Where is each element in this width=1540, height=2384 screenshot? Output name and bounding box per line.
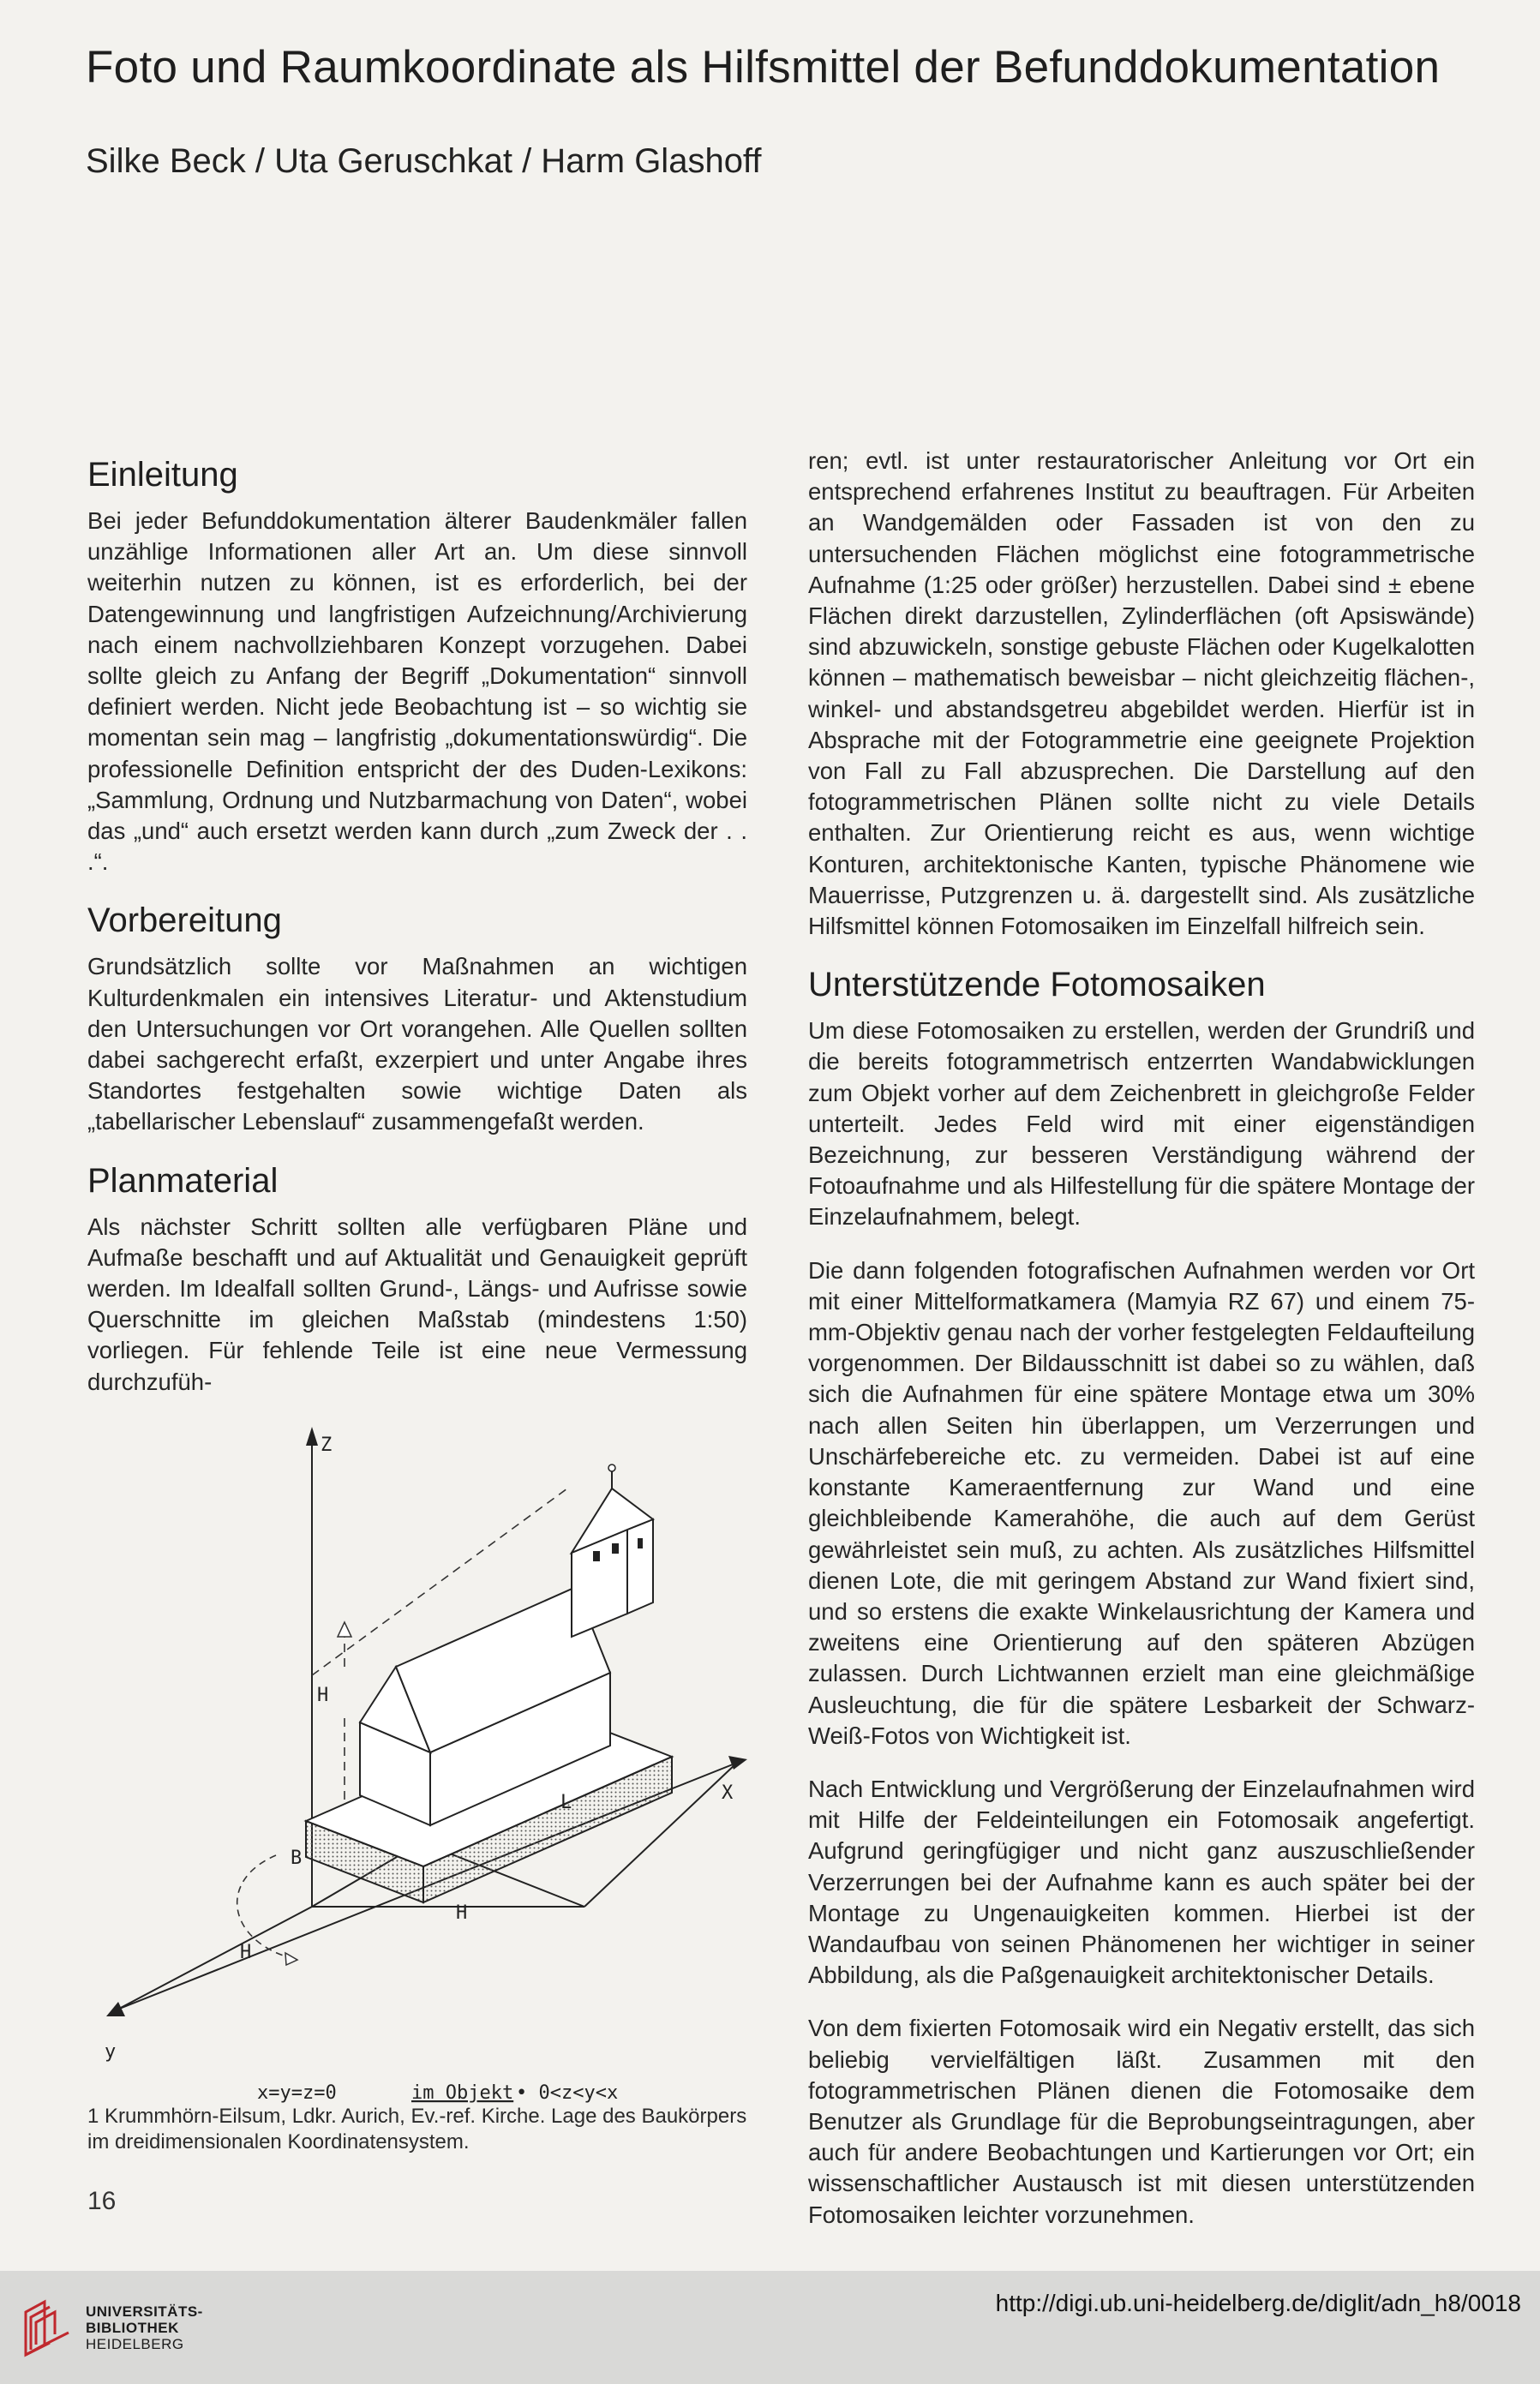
section-heading-vorbereitung: Vorbereitung xyxy=(87,901,282,940)
y-arrow-icon xyxy=(106,2002,125,2016)
church-tower-side xyxy=(627,1519,653,1614)
paragraph-fotomosaiken-4: Von dem fixierten Fotomosaik wird ein Negativ erstellt, das sich beliebig vervielfältigen läßt. Zusammen mit den fotogrammetrischen Plänen dienen die Fotomosaike dem Benutzer als Grundlage für die Beprobungseintragungen, aber auch für andere Beobachtungen und Kartierungen vor Ort; ein wissenschaftlicher Austausch ist mit diesen unterstützenden Fotomosaiken leichter vorzunehmen. xyxy=(808,2015,1475,2228)
paragraph-fotomosaiken-2: Die dann folgenden fotografischen Aufnahmen werden vor Ort mit einer Mittelformatkamera (Mamyia RZ 67) und einem 75-mm-Objektiv genau nach der vorher festgelegten Feldaufteilung vorgenommen. Der Bildausschnitt ist dabei so zu wählen, daß sich die Aufnahmen für eine spätere Montage etwa um 30% nach allen Seiten hin überlappen, um Verzerrungen und Unschärfebereiche etc. zu vermeiden. Dabei ist auf eine konstante Kameraentfernung zur Wand und eine gleichbleibende Kamerahöhe, die auch auf dem Gerüst gewährleistet sein muß, zu achten. Als zusätzliches Hilfsmittel dienen Lote, die mit geringem Abstand zur Wand fixiert sind, und so erstens die exakte Winkelausrichtung der Kamera und zweitens eine Orientierung auf den späteren Abzügen zulassen. Durch Lichtwannen erzielt man eine gleichmäßige Ausleuchtung, die für die spätere Lesbarkeit der Schwarz-Weiß-Fotos von Wichtigkeit ist. xyxy=(808,1256,1475,1749)
digitization-footer xyxy=(0,2271,1540,2384)
article-title: Foto und Raumkoordinate als Hilfsmittel der Befunddokumentation xyxy=(86,42,1441,93)
source-url-link[interactable]: http://digi.ub.uni-heidelberg.de/diglit/adn_h8/0018 xyxy=(995,2290,1521,2316)
origin-label: x=y=z=0 xyxy=(257,2082,337,2104)
section-heading-fotomosaiken: Unterstützende Fotomosaiken xyxy=(808,966,1266,1004)
h-left-label: H xyxy=(240,1942,252,1963)
paragraph-continuation: ren; evtl. ist unter restauratorischer Anleitung vor Ort ein entsprechend erfahrenes Institut zu beauftragen. Für Arbeiten an Wandgemälden oder Fassaden ist von den zu untersuchenden Flächen möglichst eine fotogrammetrische Aufnahme (1:25 oder größer) herzustellen. Dabei sind ± ebene Flächen direkt darzustellen, Zylinderflächen (oft Apsiswände) sind abzuwickeln, sonstige gebuste Flächen oder Kugelkalotten können – mathematisch beweisbar – nicht gleichzeitig flächen-, winkel- und abstandsgetreu abgebildet werden. Hierfür ist in Absprache mit der Fotogrammetrie eine geeignete Projektion von Fall zu Fall abzusprechen. Die Darstellung auf den fotogrammetrischen Plänen sollte nicht zu viele Details enthalten. Zur Orientierung reicht es aus, wenn wichtige Konturen, architektonische Kanten, typische Phänomene wie Mauerrisse, Putzgrenzen u. ä. dargestellt sind. Als zusätzliche Hilfsmittel können Fotomosaiken im Einzelfall hilfreich sein. xyxy=(808,447,1475,940)
coordinate-system-figure xyxy=(87,1393,756,2104)
z-axis-label: Z xyxy=(321,1435,333,1456)
paragraph-fotomosaiken-3: Nach Entwicklung und Vergrößerung der Einzelaufnahmen wird mit Hilfe der Feldeinteilungen ein Fotomosaik angefertigt. Aufgrund geringfügiger und nicht ganz auszuschließender Verzerrungen bei der Aufnahme kann es auch später bei der Montage zu Ungenauigkeiten kommen. Hierbei ist der Wandaufbau von seinen Phänomenen her wichtiger in seiner Abbildung, als die Paßgenauigkeit architektonischer Details. xyxy=(808,1775,1475,1989)
paragraph-planmaterial: Als nächster Schritt sollten alle verfügbaren Pläne und Aufmaße beschafft und auf Aktualität und Genauigkeit geprüft werden. Im Idealfall sollten Grund-, Längs- und Aufrisse sowie Querschnitte im gleichen Maßstab (mindestens 1:50) vorliegen. Für fehlende Teile ist eine neue Vermessung durchzufüh- xyxy=(87,1213,747,1395)
section-heading-planmaterial: Planmaterial xyxy=(87,1161,279,1200)
b-label: B xyxy=(291,1848,303,1869)
l-label: L xyxy=(560,1792,572,1813)
object-condition-label: • 0<z<y<x xyxy=(516,2082,619,2104)
object-label: im Objekt xyxy=(411,2082,514,2104)
paragraph-einleitung: Bei jeder Befunddokumentation älterer Baudenkmäler fallen unzählige Informationen aller Art an. Um diese sinnvoll weiterhin nutzen zu können, ist es erforderlich, bei der Datengewinnung und langfristigen Aufzeichnung/Archivierung nach einem nachvollziehbaren Konzept vorzugehen. Dabei sollte gleich zu Anfang der Begriff „Dokumentation“ sinnvoll definiert werden. Nicht jede Beobachtung ist – so wichtig sie momentan sein mag – langfristig „dokumentationswürdig“. Die professionelle Definition entspricht der des Duden-Lexikons: „Sammlung, Ordnung und Nutzbarmachung von Daten“, wobei das „und“ auch ersetzt werden kann durch „zum Zweck der . . .“. xyxy=(87,507,747,876)
section-heading-einleitung: Einleitung xyxy=(87,456,238,494)
y-axis-label: y xyxy=(105,2041,117,2063)
article-authors: Silke Beck / Uta Geruschkat / Harm Glashoff xyxy=(86,142,762,180)
left-column xyxy=(87,454,747,1420)
y-axis-line xyxy=(117,1907,312,2010)
paragraph-vorbereitung: Grundsätzlich sollte vor Maßnahmen an wichtigen Kulturdenkmalen ein intensives Literatur- und Aktenstudium den Untersuchungen vor Ort vorangehen. Alle Quellen sollten dabei sachgerecht erfaßt, exzerpiert und unter Angabe ihres Standortes festgehalten sowie wichtige Daten als „tabellarischer Lebenslauf“ zusammengefaßt werden. xyxy=(87,953,747,1135)
x-axis-label: X xyxy=(722,1782,734,1804)
h-right-label: H xyxy=(456,1902,468,1924)
paragraph-fotomosaiken-1: Um diese Fotomosaiken zu erstellen, werden der Grundriß und die bereits fotogrammetrisch entzerrten Wandabwicklungen zum Objekt vorher auf dem Zeichenbrett in gleichgroße Felder unterteilt. Jedes Feld wird mit einer eigenständigen Bezeichnung, zur besseren Verständigung während der Fotoaufnahme und als Hilfestellung für die spätere Montage der Einzelaufnahmem, belegt. xyxy=(808,1017,1475,1231)
right-column xyxy=(808,446,1475,2253)
library-name: UNIVERSITÄTS- BIBLIOTHEK HEIDELBERG xyxy=(86,2303,203,2352)
university-library-logo-icon xyxy=(19,2295,79,2363)
page-number: 16 xyxy=(87,2187,117,2215)
z-arrow-icon xyxy=(306,1427,318,1446)
h-vertical-label: H xyxy=(317,1685,329,1706)
church-coordinate-diagram xyxy=(87,1393,756,2104)
figure-caption: 1 Krummhörn-Eilsum, Ldkr. Aurich, Ev.-ref. Kirche. Lage des Baukörpers im dreidimensionalen Koordinatensystem. xyxy=(87,2105,747,2153)
